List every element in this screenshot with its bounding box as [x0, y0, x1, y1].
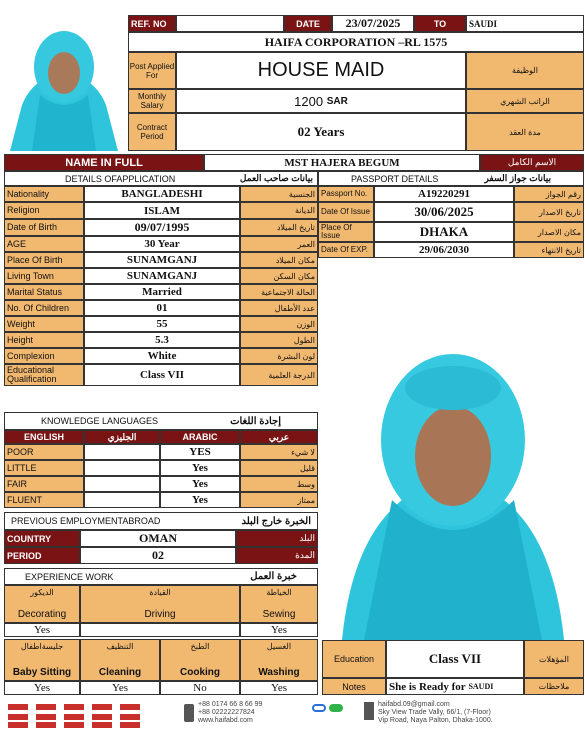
passport-photo	[0, 15, 128, 151]
passport-ar: تاريخ الاصدار	[514, 202, 584, 222]
whatsapp-icon	[329, 704, 343, 712]
passport-ar: رقم الجواز	[514, 186, 584, 202]
country-ar: البلد	[236, 530, 318, 547]
lang-english	[84, 492, 160, 508]
passport-value: DHAKA	[374, 222, 514, 242]
detail-label: Living Town	[4, 268, 84, 284]
detail-ar: الحالة الاجتماعية	[240, 284, 318, 300]
experience-cell-0	[4, 585, 80, 623]
experience-cell-1	[80, 585, 240, 623]
detail-ar: تاريخ الميلاد	[240, 219, 318, 236]
notes-label: Notes	[322, 678, 386, 695]
details-table	[4, 186, 318, 412]
passport-value: 29/06/2030	[374, 242, 514, 258]
experience-value: Yes	[240, 681, 318, 695]
experience-cell-2	[160, 639, 240, 681]
lang-head: ENGLISH	[4, 430, 84, 444]
passport-table	[318, 186, 584, 266]
lang-arabic: Yes	[160, 492, 240, 508]
details-title-ar: بيانات صاحب العمل	[239, 173, 313, 183]
languages-header	[4, 412, 318, 430]
footer-phone1: +88 0174 66 8 66 99	[198, 701, 263, 708]
experience-cell-0	[4, 639, 80, 681]
detail-ar: الديانة	[240, 202, 318, 219]
detail-label: No. Of Children	[4, 300, 84, 316]
details-header	[4, 171, 318, 186]
experience-title-ar: خبرة العمل	[250, 571, 297, 582]
lang-arabic: Yes	[160, 476, 240, 492]
experience-row2	[4, 639, 318, 695]
lang-ar: قليل	[240, 460, 318, 476]
experience-label: Baby Sitting	[12, 667, 72, 678]
social-icons	[312, 704, 348, 714]
date-value: 23/07/2025	[332, 15, 414, 32]
detail-ar: مكان الميلاد	[240, 252, 318, 268]
salary-ar: الراتب الشهري	[466, 89, 584, 113]
detail-ar: مكان السكن	[240, 268, 318, 284]
lang-arabic: YES	[160, 444, 240, 460]
detail-ar: عدد الأطفال	[240, 300, 318, 316]
detail-value: ISLAM	[84, 202, 240, 219]
passport-value: A19220291	[374, 186, 514, 202]
to-value: SAUDI	[466, 15, 584, 32]
detail-value: 55	[84, 316, 240, 332]
experience-ar: الديكور	[30, 588, 54, 597]
experience-title: EXPERIENCE WORK	[25, 571, 114, 582]
detail-value: BANGLADESHI	[84, 186, 240, 202]
applicant-photo	[322, 330, 584, 640]
lang-head: الجليزي	[84, 430, 160, 444]
passport-label: Date Of EXP.	[318, 242, 374, 258]
passport-ar: تاريخ الانتهاء	[514, 242, 584, 258]
lang-english	[84, 476, 160, 492]
lang-ar: لا شيء	[240, 444, 318, 460]
experience-ar: التنظيف	[106, 642, 134, 651]
detail-value: 01	[84, 300, 240, 316]
experience-label: Driving	[144, 609, 176, 620]
lang-level: FAIR	[4, 476, 84, 492]
lang-head: ARABIC	[160, 430, 240, 444]
footer-phone2: +88 02222227824	[198, 709, 255, 716]
contract-value: 02 Years	[176, 113, 466, 151]
education-value: Class VII	[386, 640, 524, 678]
experience-row1	[4, 585, 318, 637]
detail-label: Height	[4, 332, 84, 348]
lang-ar: ممتاز	[240, 492, 318, 508]
experience-label: Sewing	[262, 609, 296, 620]
salary-value-box	[176, 89, 466, 113]
lang-level: FLUENT	[4, 492, 84, 508]
experience-cell-2	[240, 585, 318, 623]
lang-arabic: Yes	[160, 460, 240, 476]
notes-text: She is Ready for	[389, 680, 466, 693]
period-ar: المدة	[236, 547, 318, 564]
experience-ar: الخياطة	[266, 588, 292, 597]
detail-value: 09/07/1995	[84, 219, 240, 236]
footer-web: www.haifabd.com	[198, 717, 253, 724]
employment-title: PREVIOUS EMPLOYMENTABROAD	[11, 516, 161, 526]
experience-ar: جليسةاطفال	[20, 642, 64, 651]
lang-english	[84, 460, 160, 476]
languages-table	[4, 430, 318, 508]
experience-label: Washing	[258, 667, 300, 678]
employment-title-ar: الخبرة خارج البلد	[241, 515, 311, 527]
footer-email: haifabd.09@gmail.com	[378, 701, 450, 708]
notes-ar: ملاحظات	[524, 678, 584, 695]
to-label: TO	[414, 15, 466, 32]
salary-value: 1200	[294, 93, 324, 109]
ref-label: REF. NO	[128, 15, 176, 32]
footer-phone-icon	[184, 704, 194, 722]
experience-value: Yes	[240, 623, 318, 637]
detail-ar: الدرجة العلمية	[240, 364, 318, 386]
education-ar: المؤهلات	[524, 640, 584, 678]
footer-addr2: Vip Road, Naya Palton, Dhaka-1000.	[378, 717, 493, 724]
experience-value: Yes	[4, 623, 80, 637]
experience-value: Yes	[80, 681, 160, 695]
detail-label: Religion	[4, 202, 84, 219]
experience-value: No	[160, 681, 240, 695]
date-label: DATE	[284, 15, 332, 32]
notes-value	[386, 678, 524, 695]
detail-value: 5.3	[84, 332, 240, 348]
detail-ar: الطول	[240, 332, 318, 348]
detail-value: SUNAMGANJ	[84, 252, 240, 268]
experience-value	[80, 623, 240, 637]
lang-english	[84, 444, 160, 460]
detail-value: Class VII	[84, 364, 240, 386]
messenger-icon	[312, 704, 326, 712]
experience-header	[4, 568, 318, 585]
detail-value: White	[84, 348, 240, 364]
detail-value: Married	[84, 284, 240, 300]
detail-label: Marital Status	[4, 284, 84, 300]
detail-label: Nationality	[4, 186, 84, 202]
detail-value: SUNAMGANJ	[84, 268, 240, 284]
detail-ar: لون البشرة	[240, 348, 318, 364]
passport-header	[318, 171, 584, 186]
detail-label: Date of Birth	[4, 219, 84, 236]
detail-ar: العمر	[240, 236, 318, 252]
education-label: Education	[322, 640, 386, 678]
period-value: 02	[80, 547, 236, 564]
period-label: PERIOD	[4, 547, 80, 564]
employment-header	[4, 512, 318, 530]
name-value: MST HAJERA BEGUM	[204, 154, 480, 171]
country-label: COUNTRY	[4, 530, 80, 547]
experience-label: Cleaning	[98, 667, 142, 678]
detail-label: Weight	[4, 316, 84, 332]
experience-ar: الطبخ	[190, 642, 210, 651]
detail-value: 30 Year	[84, 236, 240, 252]
name-label: NAME IN FULL	[4, 154, 204, 171]
languages-title: KNOWLEDGE LANGUAGES	[41, 416, 159, 426]
post-label: Post Applied For	[128, 52, 176, 89]
passport-title-ar: بيانات جواز السفر	[484, 173, 551, 183]
salary-unit: SAR	[326, 95, 348, 107]
footer-contacts	[198, 701, 318, 725]
footer-address	[378, 701, 583, 725]
lang-head: عربي	[240, 430, 318, 444]
passport-label: Place Of Issue	[318, 222, 374, 242]
detail-label: Complexion	[4, 348, 84, 364]
lang-level: LITTLE	[4, 460, 84, 476]
passport-title: PASSPORT DETAILS	[351, 173, 439, 184]
passport-ar: مكان الاصدار	[514, 222, 584, 242]
detail-ar: الجنسية	[240, 186, 318, 202]
salary-label: Monthly Salary	[128, 89, 176, 113]
detail-ar: الوزن	[240, 316, 318, 332]
contract-ar: مدة العقد	[466, 113, 584, 151]
ref-value	[176, 15, 284, 32]
lang-ar: وسط	[240, 476, 318, 492]
languages-title-ar: إجادة اللغات	[230, 415, 281, 427]
detail-label: Place Of Birth	[4, 252, 84, 268]
passport-label: Passport No.	[318, 186, 374, 202]
country-value: OMAN	[80, 530, 236, 547]
name-ar: الاسم الكامل	[480, 154, 584, 171]
details-title: DETAILS OFAPPLICATION	[65, 173, 176, 184]
passport-value: 30/06/2025	[374, 202, 514, 222]
footer-logo	[6, 700, 156, 730]
contract-label: Contract Period	[128, 113, 176, 151]
footer-addr1: Sky View Trade Vally, 66/1, (7-Floor)	[378, 709, 491, 716]
detail-label: AGE	[4, 236, 84, 252]
post-ar: الوظيفة	[466, 52, 584, 89]
experience-cell-3	[240, 639, 318, 681]
experience-cell-1	[80, 639, 160, 681]
experience-ar: الغسيل	[266, 642, 292, 651]
company-name: HAIFA CORPORATION –RL 1575	[128, 32, 584, 52]
passport-label: Date Of Issue	[318, 202, 374, 222]
experience-label: Cooking	[180, 667, 220, 678]
experience-value: Yes	[4, 681, 80, 695]
post-value: HOUSE MAID	[176, 52, 466, 89]
detail-label: Educational Qualification	[4, 364, 84, 386]
experience-ar: القيادة	[149, 588, 171, 597]
experience-label: Decorating	[17, 609, 67, 620]
lang-level: POOR	[4, 444, 84, 460]
notes-to: SAUDI	[468, 682, 494, 691]
footer-building-icon	[364, 702, 374, 720]
